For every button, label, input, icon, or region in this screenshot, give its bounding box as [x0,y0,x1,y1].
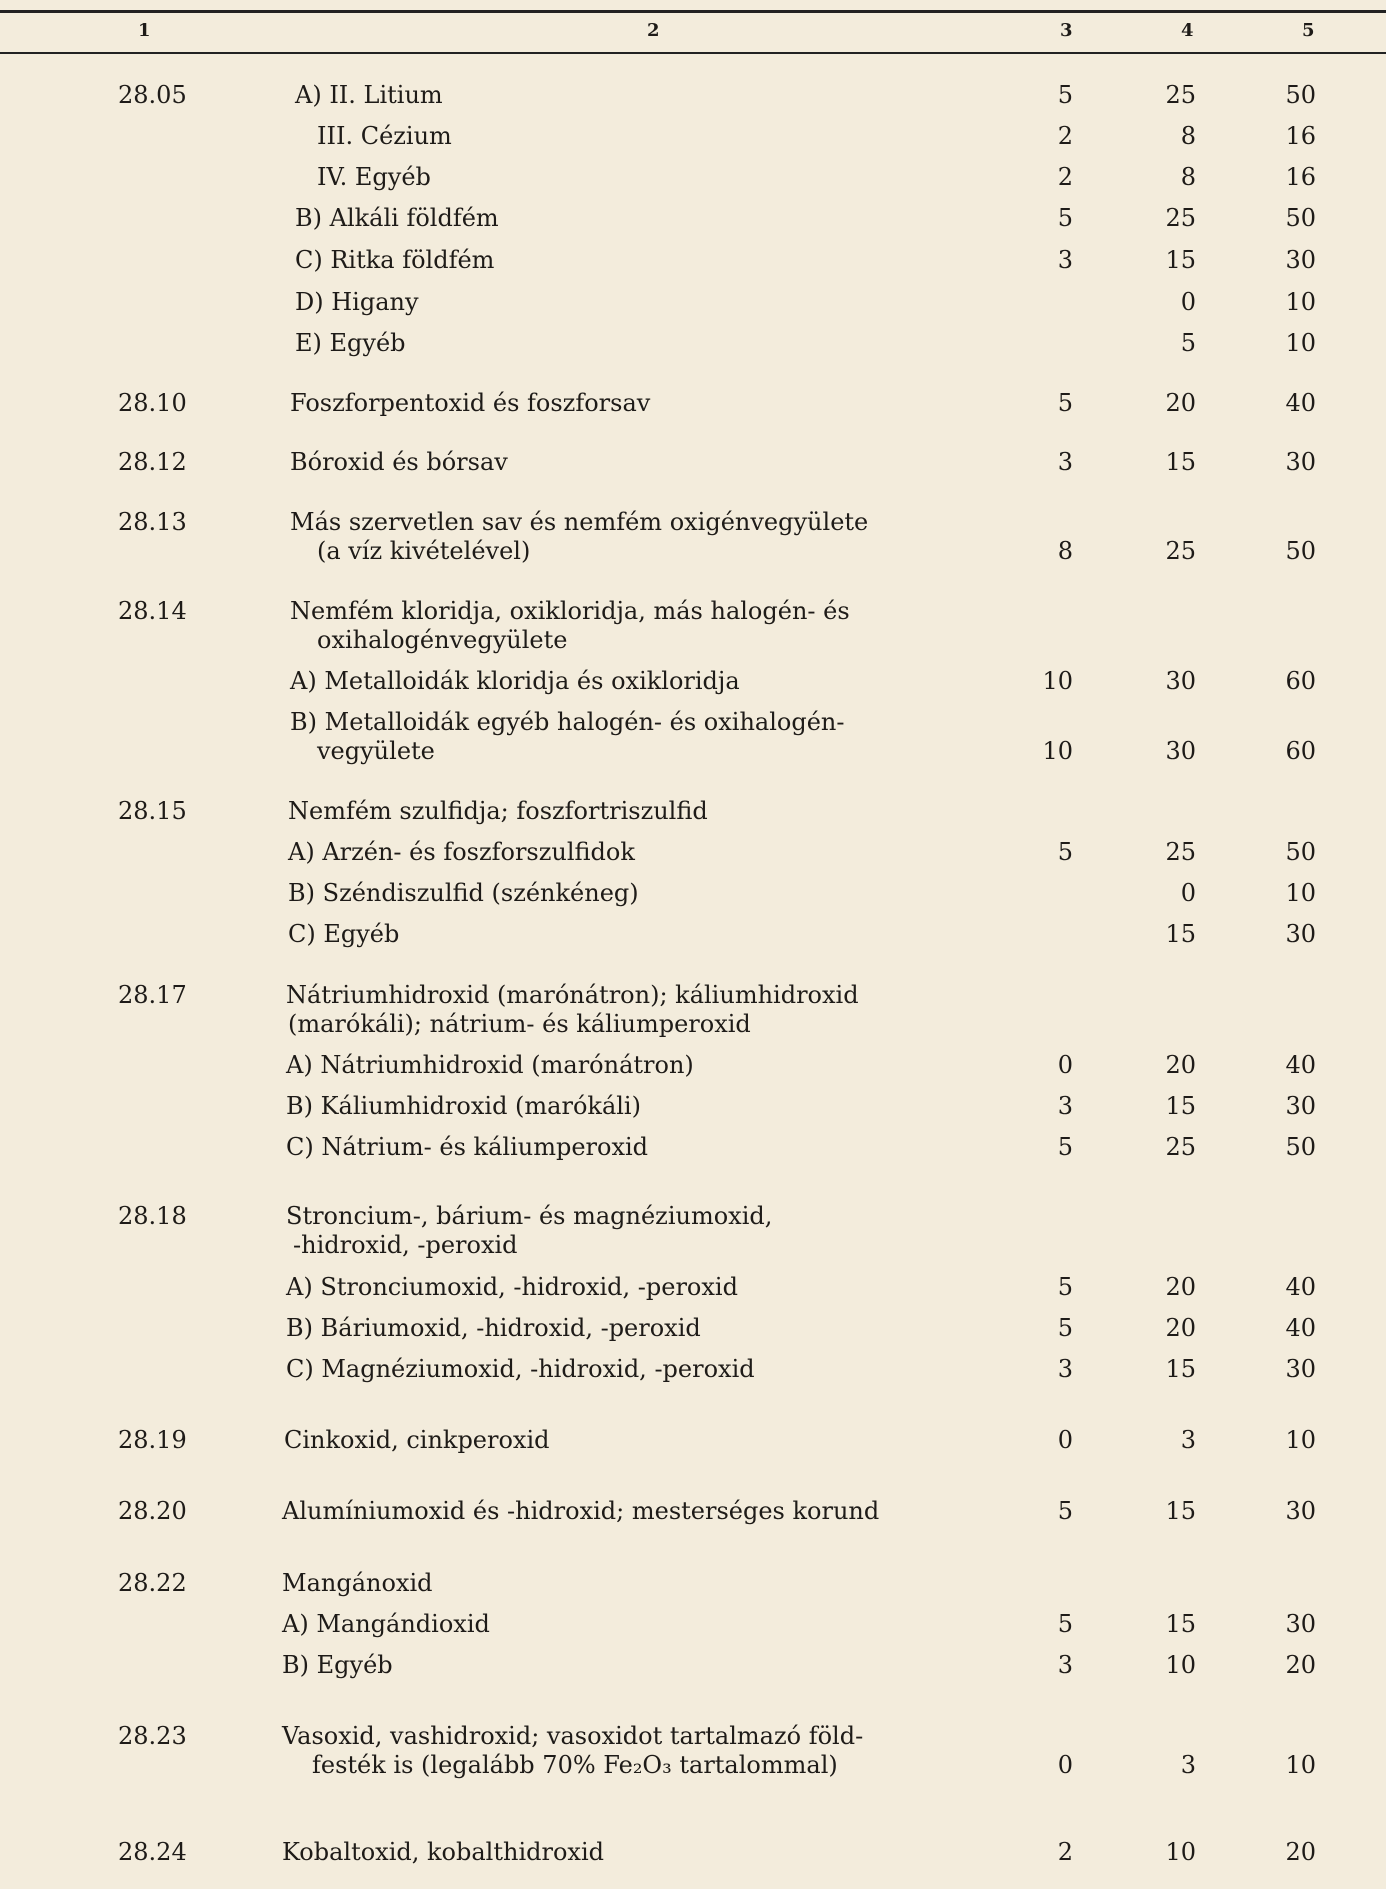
rate-col-4: 15 [1165,1092,1196,1120]
item-description: Nemfém kloridja, oxikloridja, más halogén- és [290,597,850,625]
rate-col-3: 2 [1057,1838,1073,1866]
item-description: A) Metalloidák kloridja és oxikloridja [290,667,740,695]
item-description: Más szervetlen sav és nemfém oxigénvegyülete [290,508,869,536]
item-description: Stroncium-, bárium- és magnéziumoxid, [286,1202,773,1230]
rate-col-5: 10 [1285,1751,1316,1779]
rate-col-3: 3 [1057,1092,1073,1120]
rate-col-3: 5 [1057,389,1073,417]
item-description: C) Magnéziumoxid, -hidroxid, -peroxid [286,1355,755,1383]
item-description: Alumíniumoxid és -hidroxid; mesterséges korund [282,1497,880,1525]
rate-col-5: 10 [1285,288,1316,316]
rate-col-5: 30 [1285,1610,1316,1638]
rate-col-3: 5 [1057,1273,1073,1301]
item-description: A) II. Litium [295,81,443,109]
rate-col-5: 60 [1285,667,1316,695]
item-description: A) Stronciumoxid, -hidroxid, -peroxid [286,1273,738,1301]
rate-col-4: 15 [1165,1355,1196,1383]
rate-col-5: 50 [1285,838,1316,866]
column-header-5: 5 [1302,20,1315,41]
rate-col-3: 0 [1057,1051,1073,1079]
rate-col-3: 3 [1057,1355,1073,1383]
item-description: Cinkoxid, cinkperoxid [284,1426,550,1454]
item-description: E) Egyéb [295,329,406,357]
header-rule [0,52,1386,54]
rate-col-5: 30 [1285,1497,1316,1525]
rate-col-5: 40 [1285,389,1316,417]
rate-col-4: 15 [1165,1610,1196,1638]
tariff-code: 28.19 [118,1426,187,1454]
tariff-code: 28.22 [118,1569,187,1597]
tariff-code: 28.10 [118,389,187,417]
tariff-code: 28.23 [118,1722,187,1750]
rate-col-5: 16 [1285,122,1316,150]
tariff-code: 28.24 [118,1838,187,1866]
rate-col-5: 20 [1285,1838,1316,1866]
item-description: III. Cézium [317,122,452,150]
rate-col-4: 25 [1165,81,1196,109]
item-description: (marókáli); nátrium- és káliumperoxid [288,1010,751,1038]
rate-col-4: 15 [1165,246,1196,274]
rate-col-5: 50 [1285,204,1316,232]
tariff-code: 28.20 [118,1497,187,1525]
rate-col-5: 16 [1285,163,1316,191]
tariff-code: 28.17 [118,981,187,1009]
rate-col-3: 5 [1057,81,1073,109]
item-description: Mangánoxid [282,1569,433,1597]
rate-col-4: 25 [1165,1133,1196,1161]
rate-col-5: 40 [1285,1273,1316,1301]
item-description: Vasoxid, vashidroxid; vasoxidot tartalmazó föld- [282,1722,864,1750]
rate-col-4: 20 [1165,389,1196,417]
rate-col-4: 20 [1165,1051,1196,1079]
rate-col-4: 25 [1165,537,1196,565]
tariff-code: 28.05 [118,81,187,109]
column-header-1: 1 [138,20,151,41]
rate-col-4: 30 [1165,737,1196,765]
column-header-4: 4 [1181,20,1194,41]
rate-col-4: 25 [1165,838,1196,866]
tariff-code: 28.15 [118,797,187,825]
rate-col-4: 3 [1180,1751,1196,1779]
rate-col-5: 30 [1285,246,1316,274]
rate-col-3: 5 [1057,1133,1073,1161]
rate-col-3: 5 [1057,1314,1073,1342]
rate-col-5: 40 [1285,1314,1316,1342]
rate-col-4: 15 [1165,1497,1196,1525]
rate-col-3: 2 [1057,122,1073,150]
rate-col-3: 3 [1057,1651,1073,1679]
item-description: B) Metalloidák egyéb halogén- és oxihalogén- [290,708,845,736]
rate-col-5: 50 [1285,81,1316,109]
rate-col-4: 5 [1180,329,1196,357]
rate-col-5: 30 [1285,1092,1316,1120]
item-description: IV. Egyéb [317,163,431,191]
rate-col-3: 5 [1057,838,1073,866]
rate-col-3: 0 [1057,1426,1073,1454]
rate-col-4: 0 [1180,288,1196,316]
rate-col-3: 10 [1042,737,1073,765]
item-description: (a víz kivételével) [317,537,531,565]
rate-col-5: 10 [1285,1426,1316,1454]
tariff-code: 28.13 [118,508,187,536]
item-description: Foszforpentoxid és foszforsav [290,389,651,417]
item-description: A) Arzén- és foszforszulfidok [288,838,635,866]
rate-col-5: 10 [1285,329,1316,357]
rate-col-5: 30 [1285,1355,1316,1383]
item-description: B) Alkáli földfém [295,204,499,232]
rate-col-3: 2 [1057,163,1073,191]
rate-col-5: 20 [1285,1651,1316,1679]
rate-col-3: 5 [1057,1497,1073,1525]
rate-col-5: 10 [1285,879,1316,907]
rate-col-3: 8 [1057,537,1073,565]
item-description: Nemfém szulfidja; foszfortriszulfid [288,797,708,825]
item-description: A) Nátriumhidroxid (marónátron) [286,1051,694,1079]
rate-col-4: 8 [1180,122,1196,150]
rate-col-5: 50 [1285,1133,1316,1161]
rate-col-4: 10 [1165,1651,1196,1679]
rate-col-4: 25 [1165,204,1196,232]
item-description: C) Nátrium- és káliumperoxid [286,1133,649,1161]
top-rule [0,10,1386,13]
rate-col-4: 0 [1180,879,1196,907]
item-description: B) Széndiszulfid (szénkéneg) [288,879,639,907]
tariff-code: 28.12 [118,448,187,476]
rate-col-5: 40 [1285,1051,1316,1079]
item-description: Kobaltoxid, kobalthidroxid [282,1838,604,1866]
item-description: B) Egyéb [282,1651,393,1679]
rate-col-4: 20 [1165,1314,1196,1342]
rate-col-4: 8 [1180,163,1196,191]
item-description: B) Báriumoxid, -hidroxid, -peroxid [286,1314,701,1342]
rate-col-4: 10 [1165,1838,1196,1866]
item-description: Nátriumhidroxid (marónátron); káliumhidroxid [286,981,859,1009]
item-description: C) Ritka földfém [295,246,495,274]
rate-col-5: 50 [1285,537,1316,565]
item-description: Bóroxid és bórsav [290,448,508,476]
rate-col-3: 3 [1057,246,1073,274]
rate-col-4: 15 [1165,920,1196,948]
item-description: A) Mangándioxid [282,1610,490,1638]
item-description: oxihalogénvegyülete [317,626,568,654]
rate-col-3: 5 [1057,1610,1073,1638]
rate-col-4: 15 [1165,448,1196,476]
rate-col-4: 3 [1180,1426,1196,1454]
item-description: -hidroxid, -peroxid [293,1231,518,1259]
rate-col-3: 5 [1057,204,1073,232]
tariff-code: 28.18 [118,1202,187,1230]
rate-col-3: 3 [1057,448,1073,476]
rate-col-4: 30 [1165,667,1196,695]
rate-col-3: 0 [1057,1751,1073,1779]
item-description: B) Káliumhidroxid (marókáli) [286,1092,641,1120]
item-description: C) Egyéb [288,920,400,948]
rate-col-5: 60 [1285,737,1316,765]
column-header-2: 2 [647,20,660,41]
rate-col-5: 30 [1285,448,1316,476]
item-description: vegyülete [317,737,435,765]
item-description: festék is (legalább 70% Fe₂O₃ tartalommal) [312,1751,838,1779]
tariff-code: 28.14 [118,597,187,625]
column-header-3: 3 [1060,20,1073,41]
rate-col-4: 20 [1165,1273,1196,1301]
rate-col-3: 10 [1042,667,1073,695]
rate-col-5: 30 [1285,920,1316,948]
item-description: D) Higany [295,288,419,316]
